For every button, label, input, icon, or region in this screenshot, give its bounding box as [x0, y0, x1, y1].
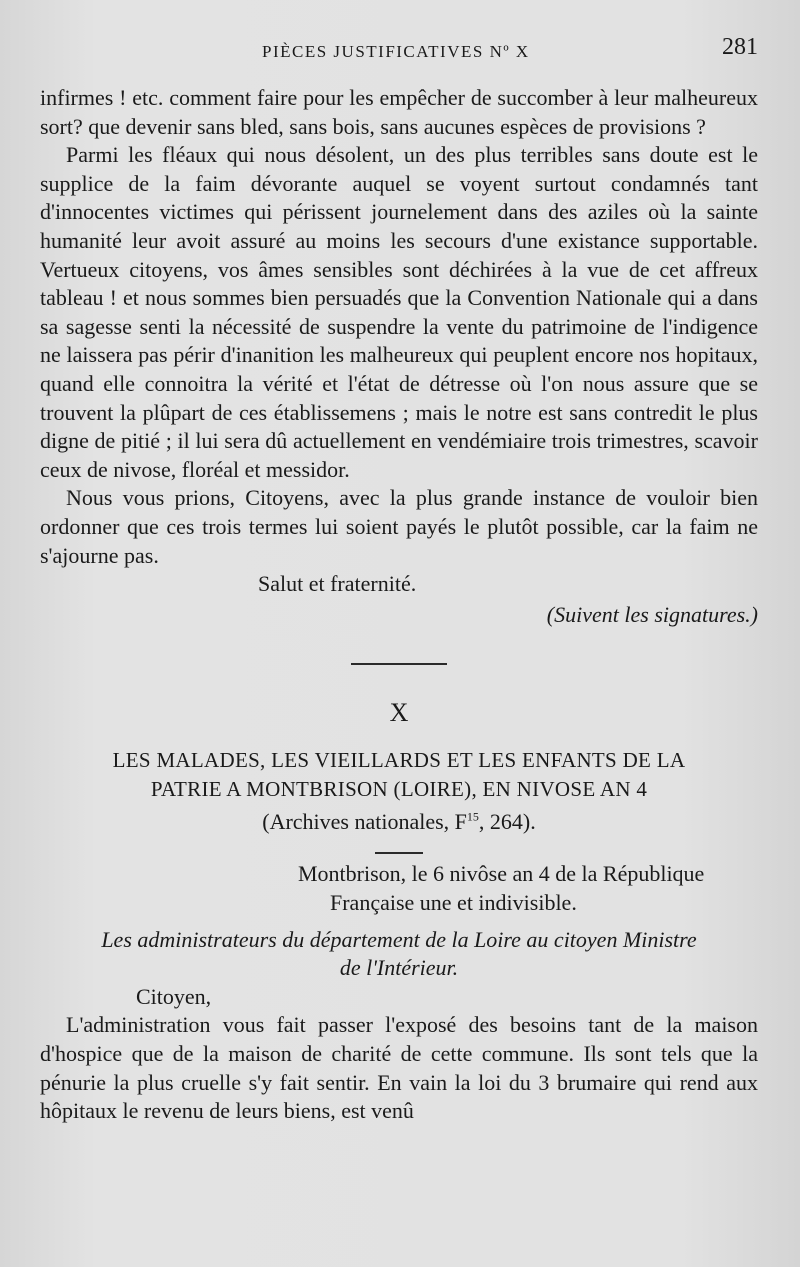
section-numeral: X [389, 698, 409, 728]
section-divider [351, 663, 447, 665]
letter-address [40, 926, 758, 983]
paragraph-continuation: infirmes ! etc. comment faire pour les empêcher de succomber à leur malheureux sort? que devenir sans bled, sans bois, sans aucunes espèces de provisions ? [40, 85, 758, 139]
running-title: PIÈCES JUSTIFICATIVES Nº X [262, 42, 530, 61]
archives-prefix: (Archives nationales, F [262, 808, 467, 834]
subsection-divider [375, 852, 423, 854]
letter-paragraph-1: L'administration vous fait passer l'exposé des besoins tant de la maison d'hospice que de la maison de charité de cette commune. Ils sont tels que la pénurie la plus cruelle s'y fait sentir. En vain la loi du 3 brumaire qui rend aux hôpitaux le revenu de leurs biens, est venû [40, 1012, 758, 1124]
section-title [40, 746, 758, 804]
letter-address-line-1: Les administrateurs du département de la Loire au citoyen Ministre [101, 926, 697, 952]
archives-suffix: , 264). [478, 808, 536, 834]
letter-dateline-2: Française une et indivisible. [330, 890, 577, 916]
signature-note: (Suivent les signatures.) [546, 601, 758, 627]
letter-address-line-2: de l'Intérieur. [339, 955, 459, 981]
closing-salutation: Salut et fraternité. [258, 571, 417, 597]
archives-series-superscript: 15 [466, 809, 479, 824]
section-title-line-1: LES MALADES, LES VIEILLARDS ET LES ENFANTS DE LA [112, 747, 686, 772]
letter-dateline-1: Montbrison, le 6 nivôse an 4 de la République [298, 861, 705, 887]
letter-salutation: Citoyen, [136, 983, 212, 1009]
page-number: 281 [722, 34, 758, 60]
archives-reference [40, 808, 758, 837]
page-body [40, 84, 758, 1126]
paragraph-fleaux: Parmi les fléaux qui nous désolent, un des plus terribles sans doute est le supplice de la faim dévorante auquel se voyent surtout condamnés tant d'innocentes victimes qui périssent journelement dans des aziles où la sainte humanité leur avoit assuré au moins les secours d'une existance supportable. Vertueux citoyens, vos âmes sensibles sont déchirées à la vue de cet affreux tableau ! et nous sommes bien persuadés que la Convention Nationale qui a dans sa sagesse senti la nécessité de suspendre la vente du patrimoine de l'indigence ne laissera pas périr d'inanition les malheureux qui peuplent encore nos hopitaux, quand elle connoitra la vérité et l'état de détresse où l'on nous assure que se trouvent la plûpart de ces établissemens ; mais le notre est sans contredit le plus digne de pitié ; il lui sera dû actuellement en vendémiaire trois trimestres, scavoir ceux de nivose, floréal et messidor. [40, 142, 758, 482]
paragraph-request: Nous vous prions, Citoyens, avec la plus grande instance de vouloir bien ordonner que ces trois termes lui soient payés le plutôt possible, car la faim ne s'ajourne pas. [40, 485, 758, 568]
page-header [40, 34, 758, 68]
section-title-line-2: PATRIE A MONTBRISON (LOIRE), EN NIVOSE AN 4 [150, 776, 648, 801]
